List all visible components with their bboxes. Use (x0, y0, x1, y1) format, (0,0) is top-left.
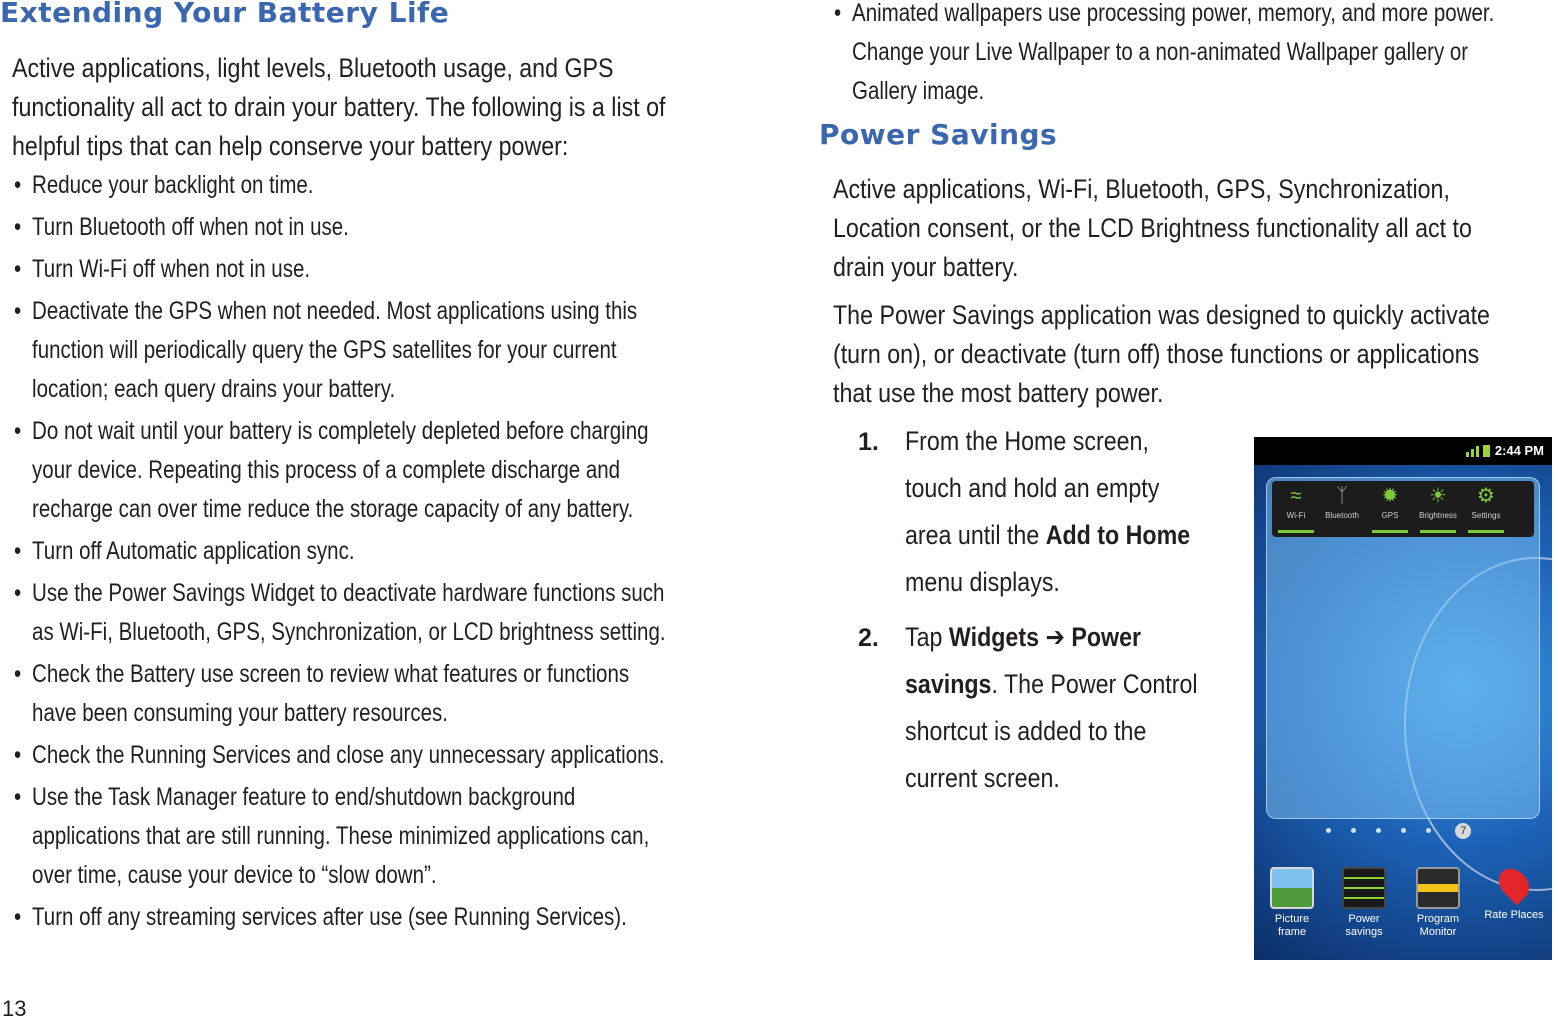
para-line: that use the most battery power. (833, 378, 1164, 408)
step-1-text: From the Home screen, touch and hold an empty area until the Add to Home menu displays. (905, 426, 1191, 597)
para-line: Location consent, or the LCD Brightness functionality all act to (833, 213, 1472, 243)
para-line: The Power Savings application was designed to quickly activate (833, 300, 1490, 330)
program-monitor-app[interactable]: Program Monitor (1408, 867, 1468, 939)
bluetooth-toggle[interactable]: ᛉ Bluetooth (1320, 481, 1364, 537)
power-control-widget (1272, 481, 1534, 537)
intro-line: Active applications, light levels, Bluetooth usage, and GPS (12, 53, 614, 83)
battery-tips-list (14, 166, 809, 940)
para-line: Active applications, Wi-Fi, Bluetooth, GPS, Synchronization, (833, 174, 1450, 204)
list-item: • Turn Wi-Fi off when not in use. (14, 250, 666, 289)
list-item: • Use the Power Savings Widget to deactivate hardware functions such as Wi-Fi, Bluetooth, GPS, Synchronization, or LCD brightness setting. (14, 574, 666, 652)
settings-icon: ⚙ (1477, 485, 1495, 507)
page-badge: 7 (1455, 823, 1471, 839)
list-item: • Check the Running Services and close any unnecessary applications. (14, 736, 666, 775)
list-item: • Turn off any streaming services after use (see Running Services). (14, 898, 666, 937)
list-item: • Reduce your backlight on time. (14, 166, 666, 205)
power-savings-paragraph-2 (833, 296, 1490, 413)
list-item: • Animated wallpapers use processing power, memory, and more power. Change your Live Wallpaper to a non-animated Wallpaper gallery or Gallery image. (834, 0, 1494, 111)
step-number: 2. (858, 624, 879, 652)
section-heading-power-savings: Power Savings (819, 118, 1058, 151)
intro-line: functionality all act to drain your battery. The following is a list of (12, 92, 666, 122)
list-item: • Use the Task Manager feature to end/shutdown background applications that are still running. These minimized applications can, over time, cause your device to “slow down”. (14, 778, 666, 895)
map-pin-icon (1493, 863, 1535, 905)
gps-icon: ✹ (1381, 485, 1399, 507)
list-item: • Deactivate the GPS when not needed. Most applications using this function will periodically query the GPS satellites for your current location; each query drains your battery. (14, 292, 666, 409)
list-item: • Do not wait until your battery is completely depleted before charging your device. Repeating this process of a complete discharge and recharge can over time reduce the storage capacity of any battery. (14, 412, 666, 529)
phone-clock: 2:44 PM (1494, 443, 1544, 458)
home-page-indicator (1326, 822, 1496, 836)
savings-label: savings (905, 669, 992, 699)
bluetooth-icon: ᛉ (1336, 485, 1348, 507)
signal-icon (1464, 442, 1492, 458)
picture-frame-app[interactable]: Picture frame (1262, 867, 1322, 939)
power-savings-app[interactable]: Power savings (1334, 867, 1394, 939)
brightness-icon: ☀ (1429, 485, 1447, 507)
brightness-toggle[interactable]: ☀ Brightness (1416, 481, 1460, 537)
page-number: 13 (2, 996, 27, 1021)
intro-line: helpful tips that can help conserve your battery power: (12, 131, 569, 161)
wifi-toggle[interactable]: ≈ Wi-Fi (1274, 481, 1318, 537)
phone-status-bar (1254, 437, 1552, 465)
widgets-power-label: Widgets ➔ Power (948, 622, 1142, 652)
program-monitor-icon (1416, 867, 1460, 909)
step-number: 1. (858, 428, 879, 456)
phone-screenshot (1254, 437, 1552, 960)
list-item: • Turn Bluetooth off when not in use. (14, 208, 666, 247)
picture-frame-icon (1270, 867, 1314, 909)
add-to-home-label: Add to Home (1045, 520, 1191, 550)
para-line: drain your battery. (833, 252, 1019, 282)
rate-places-app[interactable]: Rate Places (1484, 867, 1544, 922)
wifi-icon: ≈ (1290, 485, 1302, 507)
power-savings-paragraph-1 (833, 170, 1472, 287)
power-savings-icon (1342, 867, 1386, 909)
para-line: (turn on), or deactivate (turn off) those functions or applications (833, 339, 1480, 369)
section-heading-battery-life: Extending Your Battery Life (0, 0, 450, 29)
battery-intro-paragraph (12, 49, 666, 166)
settings-toggle[interactable]: ⚙ Settings (1464, 481, 1508, 537)
gps-toggle[interactable]: ✹ GPS (1368, 481, 1412, 537)
wallpaper-tip-list (834, 0, 1558, 114)
step-2-text: Tap Widgets ➔ Power savings. The Power Control shortcut is added to the current screen. (905, 622, 1198, 793)
list-item: • Turn off Automatic application sync. (14, 532, 666, 571)
list-item: • Check the Battery use screen to review what features or functions have been consuming your battery resources. (14, 655, 666, 733)
